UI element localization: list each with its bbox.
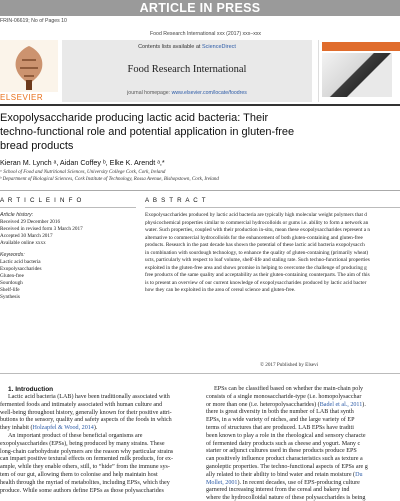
sciencedirect-link[interactable]: ScienceDirect <box>201 44 236 50</box>
article-title <box>0 112 398 153</box>
body-text-line <box>206 425 354 431</box>
body-text-line <box>8 394 170 400</box>
body-text-line <box>0 417 172 423</box>
body-text: where the hydrocolloidal nature of these polysaccharides is being <box>206 495 366 501</box>
body-text: there is great diversity in both the number of LAB that synth <box>206 409 354 416</box>
body-text-line <box>206 495 365 501</box>
body-text: or more than one (i.e. heteropolysaccharides) ( <box>206 401 320 408</box>
affiliation: ᵃ School of Food and Nutritional Sciences, University College Cork, Cork, Ireland <box>0 170 166 175</box>
article-in-press-banner: ARTICLE IN PRESS <box>0 0 400 16</box>
header-divider <box>0 104 400 106</box>
abstract-line: ucts, particularly with respect to loaf volume, shelf-life and staling rate. Such techno-functional properties <box>145 257 370 263</box>
body-text: fermented foods and intimately associated with human culture and <box>0 401 163 408</box>
body-text: tem of our gut, allowing them to colonise and help maintain host <box>0 472 158 478</box>
body-text: can positively influence product characteristics such as texture a <box>206 456 363 463</box>
citation-link[interactable]: Badel et al., 2011 <box>319 401 363 408</box>
history-item: Available online xxxx <box>0 240 46 246</box>
title-line: techno-functional role and potential application in gluten-free <box>0 125 295 138</box>
body-text-line <box>206 417 354 423</box>
body-text-line <box>0 456 173 462</box>
affiliation: ᵇ Department of Biological Sciences, Cork Institute of Technology, Rossa Avenue, Bishopstown, Cork, Ireland <box>0 177 219 182</box>
abstract-line: exploited in the gluten-free area and shows promise in helping to overcome the challenge of producing g <box>145 264 367 271</box>
body-text: produce. While some authors define EPSs as those polysaccharides <box>0 487 164 494</box>
body-text-line <box>206 472 363 478</box>
title-line: Exopolysaccharide producing lactic acid bacteria: Their <box>0 112 269 124</box>
body-text-line <box>206 456 363 462</box>
body-text-line <box>0 449 173 455</box>
body-text: consists of a single monosaccharide-type (i.e. homopolysacchar <box>206 393 362 400</box>
title-line: bread products <box>0 139 74 152</box>
body-text-line <box>206 433 366 439</box>
keyword-item: Lactic acid bacteria <box>0 259 41 265</box>
body-text: long-chain carbohydrate polymers are the reason why particular strains <box>0 448 174 455</box>
body-text: garnered increasing interest from the cereal and bakery ind <box>206 487 350 494</box>
abstract-line: is to present an overview of our current knowledge of exopolysaccharides produced by lactic acid bacter <box>145 279 367 286</box>
citation-link[interactable]: Mollet, 2001 <box>206 479 238 486</box>
keyword-item: Synthesis <box>0 294 20 300</box>
author-list: Kieran M. Lynch ᵃ, Aidan Coffey ᵇ, Elke K. Arendt ᵃ,* <box>0 158 165 167</box>
body-text-line <box>206 394 361 400</box>
body-text-line <box>206 409 354 415</box>
body-text: ample, while they enable others, still, to “hide” from the immune sys- <box>0 464 170 471</box>
homepage-url-link[interactable]: www.elsevier.com/locate/foodres <box>171 90 247 96</box>
body-text: terms of structures that are produced. LAB EPSs have traditi <box>206 425 354 431</box>
journal-name: Food Research International <box>127 64 247 75</box>
section-divider <box>0 190 400 191</box>
body-text-line <box>206 480 360 486</box>
body-text-line <box>206 487 349 493</box>
body-text: butions to the sensory, quality and safety aspects of the foods in which <box>0 417 172 424</box>
keyword-item: Gluten-free <box>0 273 24 279</box>
body-text: An important product of these beneficial organisms are <box>8 433 143 439</box>
body-text-line <box>0 410 172 416</box>
contents-line <box>62 44 312 50</box>
body-text-line <box>0 488 164 494</box>
contents-prefix: Contents lists available at <box>138 44 202 50</box>
body-text: exopolysaccharides (EPSs), being produced by many strains. These <box>0 440 165 447</box>
keyword-item: Shelf-life <box>0 287 20 293</box>
body-text-line <box>0 425 97 431</box>
citation-link[interactable]: Du <box>355 471 363 478</box>
abstract-divider <box>145 207 400 208</box>
keywords-label: Keywords: <box>0 252 25 258</box>
keyword-item: Sourdough <box>0 280 23 286</box>
body-text: been known to play a role in the rheological and sensory characte <box>206 432 366 439</box>
abstract-line: physicochemical properties similar to commercial hydrocolloids or gums i.e. ability to form a network an <box>145 219 369 226</box>
body-text-line <box>0 402 162 408</box>
body-text-line <box>206 441 360 447</box>
body-text-line <box>214 386 363 392</box>
body-text: ally related to their ability to bind water and retain moisture ( <box>206 471 356 478</box>
body-text: ). <box>362 401 366 408</box>
body-text-line <box>8 433 142 439</box>
body-text-line <box>206 402 366 408</box>
body-text: health through the myriad of metabolites, including EPSs, which they <box>0 479 170 486</box>
history-item: Accepted 30 March 2017 <box>0 233 53 239</box>
history-item: Received 29 December 2016 <box>0 219 61 225</box>
journal-citation: Food Research International xxx (2017) xxx–xxx <box>150 31 262 37</box>
body-text-line <box>206 464 368 470</box>
abstract-heading: A B S T R A C T <box>145 197 207 204</box>
publisher-name: ELSEVIER <box>0 93 44 102</box>
cover-image <box>322 53 392 97</box>
history-item: Received in revised form 3 March 2017 <box>0 226 83 232</box>
body-text: can impart positive textural effects on fermented milk products, for ex- <box>0 456 173 463</box>
journal-homepage <box>62 90 312 96</box>
body-text-line <box>0 480 170 486</box>
copyright-notice: © 2017 Published by Elsevi <box>260 362 319 368</box>
body-text: Lactic acid bacteria (LAB) have been traditionally associated with <box>8 394 170 400</box>
body-divider <box>0 373 400 374</box>
body-text: starter or adjunct cultures used in these products produce EPS <box>206 448 357 455</box>
section-heading: 1. Introduction <box>8 386 54 393</box>
abstract-line: in combination with sourdough technology, to enhance the quality of gluten-containing (primarily wheat) <box>145 249 369 256</box>
body-text-line <box>0 472 158 478</box>
history-label: Article history: <box>0 212 34 218</box>
keyword-item: Exopolysaccharides <box>0 266 42 272</box>
body-text: ). In recent decades, use of EPS-producing culture <box>237 479 360 486</box>
article-info-heading: A R T I C L E I N F O <box>0 197 83 204</box>
body-text: ganoleptic properties. The techno-functional aspects of EPSs are g <box>206 464 368 470</box>
body-text: EPSs can be classified based on whether the main-chain poly <box>214 386 364 392</box>
body-text: of fermented dairy products such as cheese and yogurt. Many c <box>206 440 361 447</box>
cover-color-band <box>322 42 400 51</box>
body-text: EPSs, in a wide variety of niches, and the large variety of EP <box>206 417 355 424</box>
info-divider <box>0 207 136 208</box>
body-text-line <box>206 448 357 454</box>
body-text: ). <box>93 425 98 432</box>
abstract-line: how they can be exploited in the area of cereal science and gluten-free. <box>145 287 296 293</box>
body-text-line <box>0 464 170 470</box>
article-id: FRIN-06619; No of Pages 10 <box>0 18 67 24</box>
body-text: they inhabit ( <box>0 425 33 432</box>
abstract-line: products. Research in the past decade has shown the potential of these lactic acid bacteria exopolysacch <box>145 242 365 248</box>
elsevier-logo <box>0 40 58 100</box>
abstract-line: free products of the same quality and acceptability as their gluten-containing counterparts. The aim of this <box>145 272 370 278</box>
body-text-line <box>0 441 165 447</box>
citation-link[interactable]: Holzapfel & Wood, 2014 <box>32 425 94 432</box>
abstract-line: alternative to commercial hydrocolloids for the enhancement of both gluten-containing and gluten-free <box>145 234 363 241</box>
abstract-line: water. Such properties, coupled with their production in-situ, mean these exopolysaccharides represent a n <box>145 227 371 233</box>
body-text: well-being throughout history, generally known for their positive attri- <box>0 409 172 416</box>
abstract-line: Exopolysaccharides produced by lactic acid bacteria are typically high molecular weight polymers that d <box>145 212 367 218</box>
homepage-prefix: journal homepage: <box>127 90 172 96</box>
